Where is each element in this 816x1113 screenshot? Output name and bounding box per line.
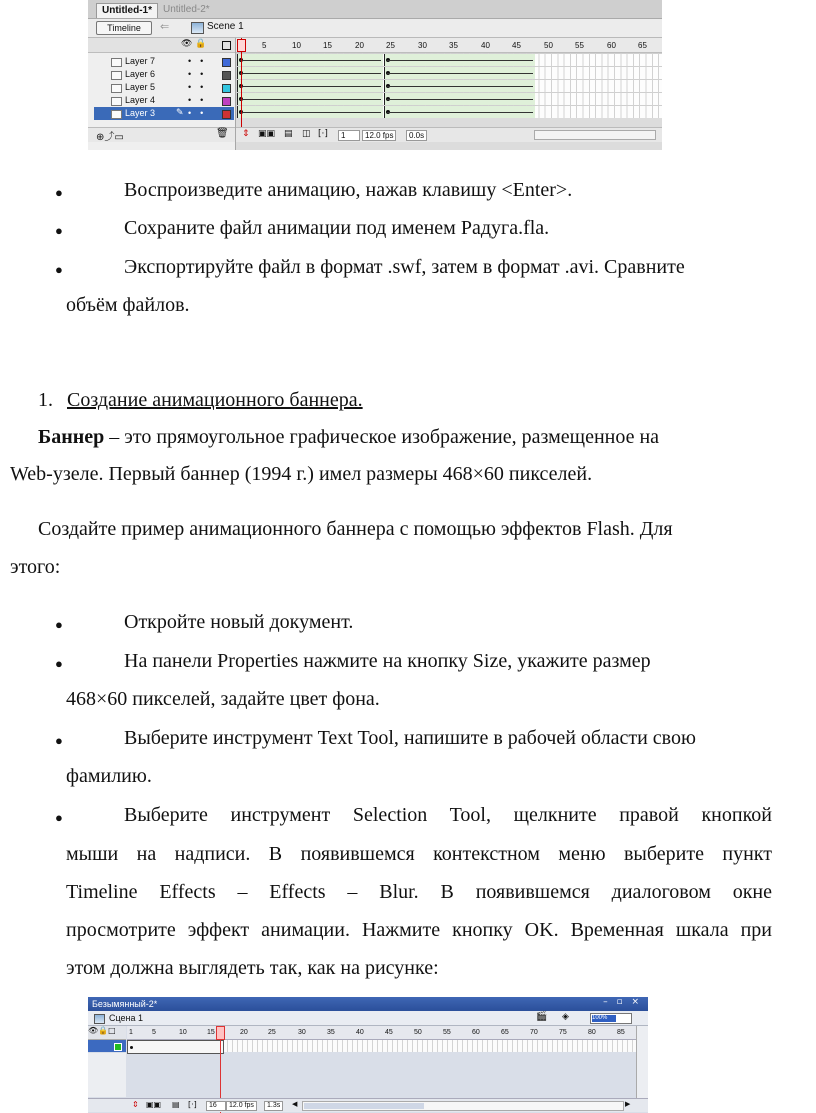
- step-line: просмотрите эффект анимации. Нажмите кнопку OK. Временная шкала при: [66, 919, 772, 941]
- layer-toggles[interactable]: ••: [188, 108, 213, 118]
- ruler-tick: 75: [559, 1029, 567, 1036]
- elapsed-time: 1.3s: [264, 1101, 283, 1111]
- scene-label[interactable]: Сцена 1: [109, 1013, 144, 1023]
- layer-row-7[interactable]: [94, 55, 234, 68]
- timeline-status-bar: [88, 1098, 648, 1112]
- window-title: Безымянный-2*: [92, 999, 158, 1009]
- layer-color-swatch: [222, 110, 231, 119]
- ruler-tick: 70: [530, 1029, 538, 1036]
- ruler-tick: 25: [268, 1029, 276, 1036]
- step-line: Timeline Effects – Effects – Blur. В появившемся диалоговом окне: [66, 881, 772, 903]
- task-line-2: этого:: [10, 556, 61, 578]
- bullet-icon: ●: [55, 733, 63, 748]
- layer-icon: [111, 84, 122, 93]
- tween-span[interactable]: [384, 54, 535, 66]
- tab-untitled-2[interactable]: Untitled-2*: [163, 4, 210, 15]
- ruler-tick: 45: [512, 41, 521, 50]
- step-text: Выберите инструмент Selection Tool, щелкните правой кнопкой: [124, 804, 772, 826]
- layers-pane-empty: [88, 1053, 126, 1097]
- window-titlebar: [88, 997, 648, 1011]
- onion-skin-icon[interactable]: ▣▣: [258, 129, 276, 139]
- tween-span[interactable]: [237, 67, 383, 79]
- layer-icon: [111, 110, 122, 119]
- layer-name: Layer 3: [125, 108, 156, 118]
- ruler-tick: 10: [179, 1029, 187, 1036]
- tween-span[interactable]: [237, 93, 383, 105]
- layer-color-swatch: [114, 1043, 122, 1051]
- layer-color-swatch: [222, 84, 231, 93]
- elapsed-time: 0.0s: [406, 130, 427, 141]
- layer-toggles[interactable]: ••: [188, 69, 213, 79]
- horizontal-scrollbar[interactable]: [302, 1101, 624, 1111]
- bullet-icon: ●: [55, 810, 63, 825]
- ruler-tick: 5: [262, 41, 267, 50]
- layer-name: Layer 5: [125, 82, 156, 92]
- layer-row-selected[interactable]: [88, 1040, 126, 1052]
- back-arrow-icon[interactable]: ⇐: [160, 20, 170, 33]
- onion-outline-icon[interactable]: ▤: [284, 129, 293, 139]
- layer-name: Layer 4: [125, 95, 156, 105]
- layer-icon: [111, 71, 122, 80]
- ruler-tick: 35: [449, 41, 458, 50]
- bullet-icon: ●: [55, 185, 63, 200]
- outline-icon[interactable]: [222, 41, 231, 50]
- scene-icon: [191, 22, 204, 34]
- onion-outline-icon[interactable]: ▤: [172, 1100, 180, 1109]
- scene-icon: [94, 1014, 105, 1024]
- pencil-icon: ✎: [176, 108, 184, 118]
- playhead-handle[interactable]: [216, 1026, 225, 1040]
- zoom-value: 100%: [592, 1015, 616, 1022]
- layer-row-5[interactable]: [94, 81, 234, 94]
- edit-symbol-icon[interactable]: ◈: [562, 1012, 569, 1022]
- bullet-text: Экспортируйте файл в формат .swf, затем в формат .avi. Сравните: [124, 256, 685, 278]
- window-controls-icons[interactable]: – ▫ ×: [603, 997, 642, 1007]
- frame-ruler[interactable]: [127, 1026, 637, 1040]
- document-tabs: [88, 0, 662, 19]
- step-line: мыши на надписи. В появившемся контекстном меню выберите пункт: [66, 843, 772, 865]
- frame-ruler[interactable]: [236, 38, 662, 53]
- definition-text: – это прямоугольное графическое изображение, размещенное на: [104, 426, 660, 448]
- step-text: Откройте новый документ.: [124, 611, 354, 633]
- layers-pane: [88, 38, 236, 150]
- section-number: 1.: [38, 389, 53, 411]
- add-layer-icons[interactable]: ⊕⤴▭: [96, 132, 124, 143]
- scroll-thumb[interactable]: [304, 1103, 424, 1109]
- ruler-tick: 40: [356, 1029, 364, 1036]
- ruler-tick: 50: [414, 1029, 422, 1036]
- ruler-tick: 80: [588, 1029, 596, 1036]
- ruler-tick: 30: [418, 41, 427, 50]
- bullet-text: Сохраните файл анимации под именем Радуга.fla.: [124, 217, 550, 239]
- tween-span[interactable]: [237, 54, 383, 66]
- layer-color-swatch: [222, 97, 231, 106]
- keyframe[interactable]: [130, 1046, 133, 1049]
- layer-toggles[interactable]: ••: [188, 95, 213, 105]
- tween-span[interactable]: [384, 106, 535, 118]
- step-continuation: 468×60 пикселей, задайте цвет фона.: [66, 688, 380, 710]
- ruler-tick: 55: [575, 41, 584, 50]
- effect-frames-span[interactable]: [127, 1040, 224, 1054]
- current-frame: 1: [338, 130, 360, 141]
- bullet-icon: ●: [55, 656, 63, 671]
- ruler-tick: 60: [607, 41, 616, 50]
- edit-scene-icon[interactable]: 🎬: [536, 1012, 548, 1022]
- scroll-left-icon[interactable]: ◀: [292, 1100, 298, 1108]
- layer-color-swatch: [222, 58, 231, 67]
- tween-span[interactable]: [384, 80, 535, 92]
- frame-rate[interactable]: 12.0 fps: [362, 130, 396, 141]
- ruler-tick: 55: [443, 1029, 451, 1036]
- step-text: Выберите инструмент Text Tool, напишите в рабочей области свою: [124, 727, 696, 749]
- ruler-tick: 85: [617, 1029, 625, 1036]
- ruler-tick: 20: [240, 1029, 248, 1036]
- tween-span[interactable]: [237, 106, 383, 118]
- layer-row-6[interactable]: [94, 68, 234, 81]
- bullet-text: Воспроизведите анимацию, нажав клавишу <Enter>.: [124, 179, 573, 201]
- ruler-tick: 5: [152, 1029, 156, 1036]
- ruler-tick: 20: [355, 41, 364, 50]
- scene-label[interactable]: Scene 1: [207, 21, 244, 32]
- onion-skin-icon[interactable]: ▣▣: [146, 1100, 162, 1109]
- timeline-scrollbar[interactable]: [534, 130, 656, 140]
- layer-color-swatch: [222, 71, 231, 80]
- bullet-icon: ●: [55, 262, 63, 277]
- step-line-last: этом должна выглядеть так, как на рисунке:: [66, 957, 439, 979]
- layer-name: Layer 6: [125, 69, 156, 79]
- layer-row-3-selected[interactable]: [94, 107, 234, 120]
- step-continuation: фамилию.: [66, 765, 152, 787]
- tween-span[interactable]: [384, 93, 535, 105]
- ruler-tick: 30: [298, 1029, 306, 1036]
- frames-grid[interactable]: [127, 1026, 648, 1098]
- trash-icon[interactable]: 🗑: [216, 128, 229, 139]
- ruler-tick: 40: [481, 41, 490, 50]
- flash-timeline-screenshot-bottom: [88, 997, 648, 1113]
- eye-lock-icons[interactable]: 👁🔒: [181, 39, 210, 49]
- edit-bar: [88, 1011, 648, 1026]
- timeline-button[interactable]: Timeline: [96, 21, 152, 35]
- section-title: Создание анимационного баннера.: [67, 389, 363, 411]
- tween-span[interactable]: [237, 80, 383, 92]
- layer-controls: [88, 127, 235, 142]
- ruler-tick: 15: [323, 41, 332, 50]
- ruler-tick: 65: [638, 41, 647, 50]
- onion-markers-icon[interactable]: [·]: [188, 1100, 197, 1109]
- task-line-1: Создайте пример анимационного баннера с помощью эффектов Flash. Для: [38, 518, 673, 540]
- layer-toggles[interactable]: ••: [188, 56, 213, 66]
- bullet-continuation: объём файлов.: [66, 294, 190, 316]
- ruler-tick: 35: [327, 1029, 335, 1036]
- term-banner: Баннер: [38, 426, 105, 448]
- ruler-tick: 60: [472, 1029, 480, 1036]
- ruler-tick: 45: [385, 1029, 393, 1036]
- vertical-scrollbar[interactable]: [636, 1026, 648, 1104]
- edit-multiple-icon[interactable]: ◫: [302, 129, 311, 139]
- layers-header: [88, 1026, 126, 1040]
- onion-markers-icon[interactable]: [·]: [318, 129, 328, 139]
- ruler-tick: 25: [386, 41, 395, 50]
- ruler-tick: 65: [501, 1029, 509, 1036]
- frame-rate[interactable]: 12.0 fps: [226, 1101, 257, 1111]
- layers-header: [88, 38, 235, 53]
- layer-icon: [111, 97, 122, 106]
- layer-name: Layer 7: [125, 56, 156, 66]
- bullet-icon: ●: [55, 617, 63, 632]
- ruler-tick: 15: [207, 1029, 215, 1036]
- edit-bar: [88, 19, 662, 38]
- ruler-tick: 10: [292, 41, 301, 50]
- bullet-icon: ●: [55, 223, 63, 238]
- ruler-tick: 1: [129, 1029, 133, 1036]
- eye-lock-icons[interactable]: 👁🔒□: [88, 1026, 116, 1035]
- definition-line-2: Web-узеле. Первый баннер (1994 г.) имел размеры 468×60 пикселей.: [10, 463, 593, 485]
- layer-toggles[interactable]: ••: [188, 82, 213, 92]
- tab-untitled-1[interactable]: Untitled-1*: [96, 3, 158, 18]
- center-frame-icon[interactable]: ⇕: [132, 1100, 139, 1109]
- layer-icon: [111, 58, 122, 67]
- step-text: На панели Properties нажмите на кнопку Size, укажите размер: [124, 650, 651, 672]
- ruler-tick: 50: [544, 41, 553, 50]
- layer-row-4[interactable]: [94, 94, 234, 107]
- scroll-right-icon[interactable]: ▶: [625, 1100, 631, 1108]
- center-frame-icon[interactable]: ⇕: [242, 129, 250, 139]
- current-frame: 16: [206, 1101, 226, 1111]
- flash-timeline-screenshot-top: [88, 0, 662, 150]
- tween-span[interactable]: [384, 67, 535, 79]
- zoom-select[interactable]: [590, 1013, 632, 1024]
- playhead-handle[interactable]: [237, 39, 246, 52]
- definition-line-1: [38, 426, 659, 449]
